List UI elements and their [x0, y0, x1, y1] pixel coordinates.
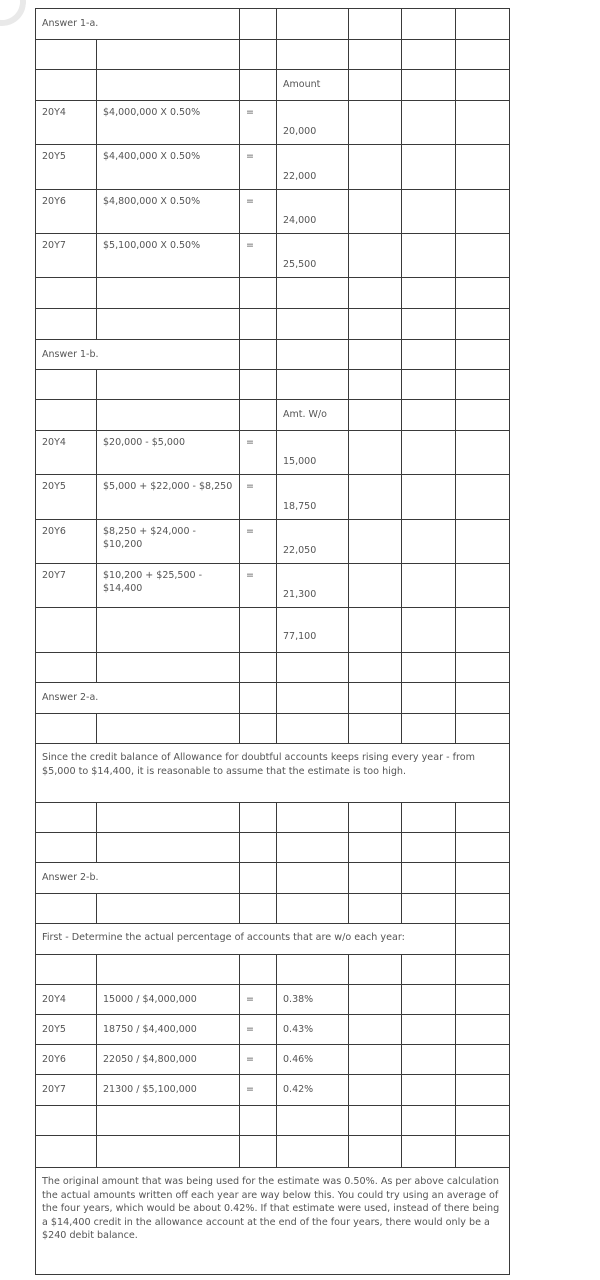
empty-cell	[348, 1135, 402, 1168]
equals-cell-text: =	[246, 570, 254, 581]
year-cell-text: 20Y6	[42, 196, 66, 207]
empty-cell	[455, 100, 510, 145]
empty-cell	[276, 277, 349, 309]
formula-cell-text: $8,250 + $24,000 - $10,200	[103, 526, 196, 550]
empty-cell	[239, 802, 277, 833]
empty-cell	[455, 1105, 510, 1136]
empty-cell	[455, 277, 510, 309]
formula-cell	[96, 984, 240, 1015]
empty-cell	[348, 1014, 402, 1045]
empty-cell	[401, 984, 456, 1015]
empty-cell	[455, 1044, 510, 1075]
equals-cell-text: =	[246, 1084, 254, 1095]
empty-cell	[96, 39, 240, 70]
column-header	[276, 399, 349, 431]
explanation-paragraph	[35, 743, 510, 803]
formula-cell	[96, 430, 240, 475]
section-heading	[35, 862, 240, 894]
formula-cell	[96, 100, 240, 145]
year-cell	[35, 1074, 97, 1106]
empty-cell	[35, 713, 97, 744]
equals-cell	[239, 189, 277, 234]
year-cell	[35, 519, 97, 564]
empty-cell	[348, 339, 402, 370]
empty-cell	[455, 233, 510, 278]
column-header-text: Amount	[283, 79, 321, 90]
empty-cell	[455, 189, 510, 234]
empty-cell	[455, 563, 510, 608]
empty-cell	[348, 1044, 402, 1075]
section-heading-text: Answer 2-a.	[42, 692, 99, 703]
empty-cell	[455, 339, 510, 370]
percentage-cell	[276, 1044, 349, 1075]
empty-cell	[401, 39, 456, 70]
amount-cell	[276, 100, 349, 145]
empty-cell	[276, 369, 349, 400]
year-cell-text: 20Y6	[42, 1054, 66, 1065]
empty-cell	[348, 233, 402, 278]
empty-cell	[348, 832, 402, 863]
year-cell-text: 20Y5	[42, 151, 66, 162]
empty-cell	[96, 369, 240, 400]
formula-cell-text: $10,200 + $25,500 - $14,400	[103, 570, 203, 594]
empty-cell	[239, 39, 277, 70]
equals-cell	[239, 474, 277, 520]
empty-cell	[401, 189, 456, 234]
empty-cell	[401, 369, 456, 400]
equals-cell-text: =	[246, 1024, 254, 1035]
empty-cell	[35, 607, 97, 653]
faded-arc-icon	[0, 0, 30, 30]
empty-cell	[401, 893, 456, 924]
empty-cell	[401, 233, 456, 278]
empty-cell	[239, 954, 277, 985]
empty-cell	[348, 1074, 402, 1106]
year-cell	[35, 1014, 97, 1045]
section-heading-text: Answer 2-b.	[42, 872, 99, 883]
empty-cell	[401, 802, 456, 833]
empty-cell	[239, 308, 277, 340]
formula-cell	[96, 519, 240, 564]
section-heading	[35, 682, 240, 714]
empty-cell	[455, 984, 510, 1015]
empty-cell	[455, 430, 510, 475]
amount-cell-text: 21,300	[283, 589, 317, 600]
empty-cell	[35, 277, 97, 309]
empty-cell	[96, 954, 240, 985]
empty-cell	[401, 563, 456, 608]
empty-cell	[96, 832, 240, 863]
year-cell-text: 20Y7	[42, 240, 66, 251]
empty-cell	[276, 308, 349, 340]
amount-cell	[276, 563, 349, 608]
empty-cell	[96, 713, 240, 744]
amount-cell-text: 24,000	[283, 215, 317, 226]
percentage-cell-text: 0.46%	[283, 1054, 314, 1065]
empty-cell	[276, 682, 349, 714]
empty-cell	[239, 1105, 277, 1136]
amount-cell	[276, 189, 349, 234]
formula-cell	[96, 233, 240, 278]
year-cell	[35, 144, 97, 190]
equals-cell-text: =	[246, 481, 254, 492]
equals-cell	[239, 100, 277, 145]
empty-cell	[401, 144, 456, 190]
empty-cell	[96, 399, 240, 431]
amount-cell	[276, 519, 349, 564]
year-cell-text: 20Y7	[42, 570, 66, 581]
formula-cell	[96, 1044, 240, 1075]
empty-cell	[455, 474, 510, 520]
amount-cell-text: 22,050	[283, 545, 317, 556]
empty-cell	[348, 519, 402, 564]
formula-cell	[96, 1074, 240, 1106]
amount-cell	[276, 474, 349, 520]
empty-cell	[276, 8, 349, 40]
empty-cell	[239, 713, 277, 744]
empty-cell	[348, 277, 402, 309]
amount-cell	[276, 144, 349, 190]
formula-cell-text: 21300 / $5,100,000	[103, 1084, 197, 1095]
empty-cell	[35, 369, 97, 400]
empty-cell	[276, 802, 349, 833]
empty-cell	[401, 1135, 456, 1168]
instruction-text-text: First - Determine the actual percentage of accounts that are w/o each year:	[42, 932, 405, 943]
empty-cell	[455, 713, 510, 744]
empty-cell	[401, 1105, 456, 1136]
empty-cell	[401, 862, 456, 894]
empty-cell	[455, 862, 510, 894]
percentage-cell	[276, 984, 349, 1015]
year-cell-text: 20Y5	[42, 481, 66, 492]
explanation-paragraph-text: The original amount that was being used for the estimate was 0.50%. As per above calculation the actual amounts written off each year are way below this. You could try using an average of the four years, which would be about 0.42%. If that estimate were used, instead of there being a $14,400 credit in the allowance account at the end of the four years, there would only be a $240 debit balance.	[42, 1176, 500, 1241]
formula-cell-text: $4,800,000 X 0.50%	[103, 196, 201, 207]
formula-cell-text: 18750 / $4,400,000	[103, 1024, 197, 1035]
year-cell	[35, 430, 97, 475]
empty-cell	[401, 277, 456, 309]
empty-cell	[239, 69, 277, 101]
empty-cell	[96, 308, 240, 340]
empty-cell	[35, 802, 97, 833]
section-heading	[35, 8, 240, 40]
empty-cell	[348, 984, 402, 1015]
equals-cell	[239, 430, 277, 475]
amount-cell	[276, 430, 349, 475]
formula-cell-text: $5,000 + $22,000 - $8,250	[103, 481, 233, 492]
empty-cell	[348, 1105, 402, 1136]
empty-cell	[35, 308, 97, 340]
empty-cell	[348, 474, 402, 520]
empty-cell	[239, 277, 277, 309]
empty-cell	[401, 69, 456, 101]
empty-cell	[401, 519, 456, 564]
equals-cell	[239, 1014, 277, 1045]
empty-cell	[35, 1135, 97, 1168]
empty-cell	[348, 802, 402, 833]
percentage-cell-text: 0.42%	[283, 1084, 314, 1095]
percentage-cell	[276, 1014, 349, 1045]
empty-cell	[455, 308, 510, 340]
equals-cell	[239, 984, 277, 1015]
empty-cell	[96, 893, 240, 924]
empty-cell	[276, 1105, 349, 1136]
total-amount-cell-text: 77,100	[283, 631, 317, 642]
empty-cell	[96, 802, 240, 833]
year-cell-text: 20Y5	[42, 1024, 66, 1035]
empty-cell	[455, 682, 510, 714]
empty-cell	[35, 39, 97, 70]
explanation-paragraph	[35, 1167, 510, 1275]
empty-cell	[348, 399, 402, 431]
column-header	[276, 69, 349, 101]
empty-cell	[96, 1135, 240, 1168]
empty-cell	[348, 8, 402, 40]
amount-cell-text: 18,750	[283, 501, 317, 512]
empty-cell	[348, 893, 402, 924]
empty-cell	[348, 652, 402, 683]
empty-cell	[348, 954, 402, 985]
empty-cell	[455, 607, 510, 653]
empty-cell	[455, 652, 510, 683]
empty-cell	[348, 100, 402, 145]
equals-cell-text: =	[246, 107, 254, 118]
percentage-cell	[276, 1074, 349, 1106]
equals-cell-text: =	[246, 1054, 254, 1065]
percentage-cell-text: 0.43%	[283, 1024, 314, 1035]
empty-cell	[96, 1105, 240, 1136]
empty-cell	[455, 1014, 510, 1045]
empty-cell	[276, 713, 349, 744]
empty-cell	[401, 1074, 456, 1106]
empty-cell	[276, 652, 349, 683]
empty-cell	[96, 277, 240, 309]
empty-cell	[239, 369, 277, 400]
year-cell-text: 20Y6	[42, 526, 66, 537]
empty-cell	[35, 1105, 97, 1136]
equals-cell-text: =	[246, 994, 254, 1005]
empty-cell	[455, 893, 510, 924]
empty-cell	[35, 69, 97, 101]
empty-cell	[35, 399, 97, 431]
section-heading-text: Answer 1-a.	[42, 18, 99, 29]
empty-cell	[239, 893, 277, 924]
empty-cell	[455, 8, 510, 40]
empty-cell	[348, 69, 402, 101]
equals-cell-text: =	[246, 526, 254, 537]
empty-cell	[348, 607, 402, 653]
empty-cell	[276, 954, 349, 985]
formula-cell-text: $4,000,000 X 0.50%	[103, 107, 201, 118]
empty-cell	[276, 39, 349, 70]
empty-cell	[35, 954, 97, 985]
empty-cell	[455, 1074, 510, 1106]
empty-cell	[96, 607, 240, 653]
empty-cell	[455, 832, 510, 863]
empty-cell	[401, 1044, 456, 1075]
empty-cell	[348, 682, 402, 714]
section-heading-text: Answer 1-b.	[42, 349, 99, 360]
empty-cell	[401, 8, 456, 40]
empty-cell	[455, 69, 510, 101]
equals-cell	[239, 233, 277, 278]
empty-cell	[348, 430, 402, 475]
empty-cell	[455, 923, 510, 955]
empty-cell	[455, 39, 510, 70]
amount-cell-text: 25,500	[283, 259, 317, 270]
empty-cell	[276, 1135, 349, 1168]
equals-cell-text: =	[246, 151, 254, 162]
empty-cell	[348, 308, 402, 340]
equals-cell	[239, 519, 277, 564]
equals-cell-text: =	[246, 196, 254, 207]
year-cell	[35, 100, 97, 145]
formula-cell	[96, 1014, 240, 1045]
empty-cell	[401, 607, 456, 653]
column-header-text: Amt. W/o	[283, 409, 327, 420]
year-cell	[35, 1044, 97, 1075]
empty-cell	[401, 339, 456, 370]
empty-cell	[96, 652, 240, 683]
empty-cell	[35, 652, 97, 683]
empty-cell	[455, 954, 510, 985]
empty-cell	[276, 832, 349, 863]
empty-cell	[348, 189, 402, 234]
empty-cell	[35, 893, 97, 924]
empty-cell	[401, 682, 456, 714]
empty-cell	[455, 399, 510, 431]
empty-cell	[96, 69, 240, 101]
year-cell-text: 20Y7	[42, 1084, 66, 1095]
year-cell	[35, 233, 97, 278]
section-heading	[35, 339, 240, 370]
empty-cell	[276, 893, 349, 924]
formula-cell-text: 15000 / $4,000,000	[103, 994, 197, 1005]
empty-cell	[348, 369, 402, 400]
empty-cell	[401, 832, 456, 863]
empty-cell	[401, 474, 456, 520]
empty-cell	[239, 862, 277, 894]
instruction-text	[35, 923, 456, 955]
empty-cell	[348, 862, 402, 894]
empty-cell	[401, 1014, 456, 1045]
formula-cell	[96, 474, 240, 520]
empty-cell	[401, 713, 456, 744]
year-cell-text: 20Y4	[42, 994, 66, 1005]
empty-cell	[455, 144, 510, 190]
formula-cell	[96, 563, 240, 608]
empty-cell	[401, 652, 456, 683]
empty-cell	[401, 430, 456, 475]
empty-cell	[348, 713, 402, 744]
empty-cell	[348, 144, 402, 190]
empty-cell	[239, 1135, 277, 1168]
equals-cell-text: =	[246, 437, 254, 448]
empty-cell	[401, 399, 456, 431]
empty-cell	[401, 100, 456, 145]
year-cell	[35, 474, 97, 520]
equals-cell-text: =	[246, 240, 254, 251]
year-cell	[35, 189, 97, 234]
empty-cell	[35, 832, 97, 863]
empty-cell	[239, 832, 277, 863]
empty-cell	[239, 652, 277, 683]
empty-cell	[455, 802, 510, 833]
equals-cell	[239, 1074, 277, 1106]
year-cell-text: 20Y4	[42, 107, 66, 118]
empty-cell	[239, 682, 277, 714]
empty-cell	[239, 607, 277, 653]
explanation-paragraph-text: Since the credit balance of Allowance for doubtful accounts keeps rising every year - from $5,000 to $14,400, it is reasonable to assume that the estimate is too high.	[42, 752, 475, 777]
empty-cell	[239, 339, 277, 370]
empty-cell	[401, 954, 456, 985]
empty-cell	[401, 308, 456, 340]
empty-cell	[348, 39, 402, 70]
empty-cell	[239, 399, 277, 431]
empty-cell	[455, 519, 510, 564]
empty-cell	[239, 8, 277, 40]
empty-cell	[276, 862, 349, 894]
empty-cell	[455, 1135, 510, 1168]
amount-cell-text: 20,000	[283, 126, 317, 137]
formula-cell	[96, 189, 240, 234]
formula-cell-text: $4,400,000 X 0.50%	[103, 151, 201, 162]
empty-cell	[276, 339, 349, 370]
formula-cell-text: $20,000 - $5,000	[103, 437, 185, 448]
total-amount-cell	[276, 607, 349, 653]
amount-cell-text: 22,000	[283, 171, 317, 182]
percentage-cell-text: 0.38%	[283, 994, 314, 1005]
formula-cell-text: 22050 / $4,800,000	[103, 1054, 197, 1065]
year-cell	[35, 984, 97, 1015]
empty-cell	[455, 369, 510, 400]
equals-cell	[239, 1044, 277, 1075]
formula-cell	[96, 144, 240, 190]
empty-cell	[348, 563, 402, 608]
equals-cell	[239, 563, 277, 608]
amount-cell	[276, 233, 349, 278]
amount-cell-text: 15,000	[283, 456, 317, 467]
year-cell	[35, 563, 97, 608]
equals-cell	[239, 144, 277, 190]
year-cell-text: 20Y4	[42, 437, 66, 448]
formula-cell-text: $5,100,000 X 0.50%	[103, 240, 201, 251]
